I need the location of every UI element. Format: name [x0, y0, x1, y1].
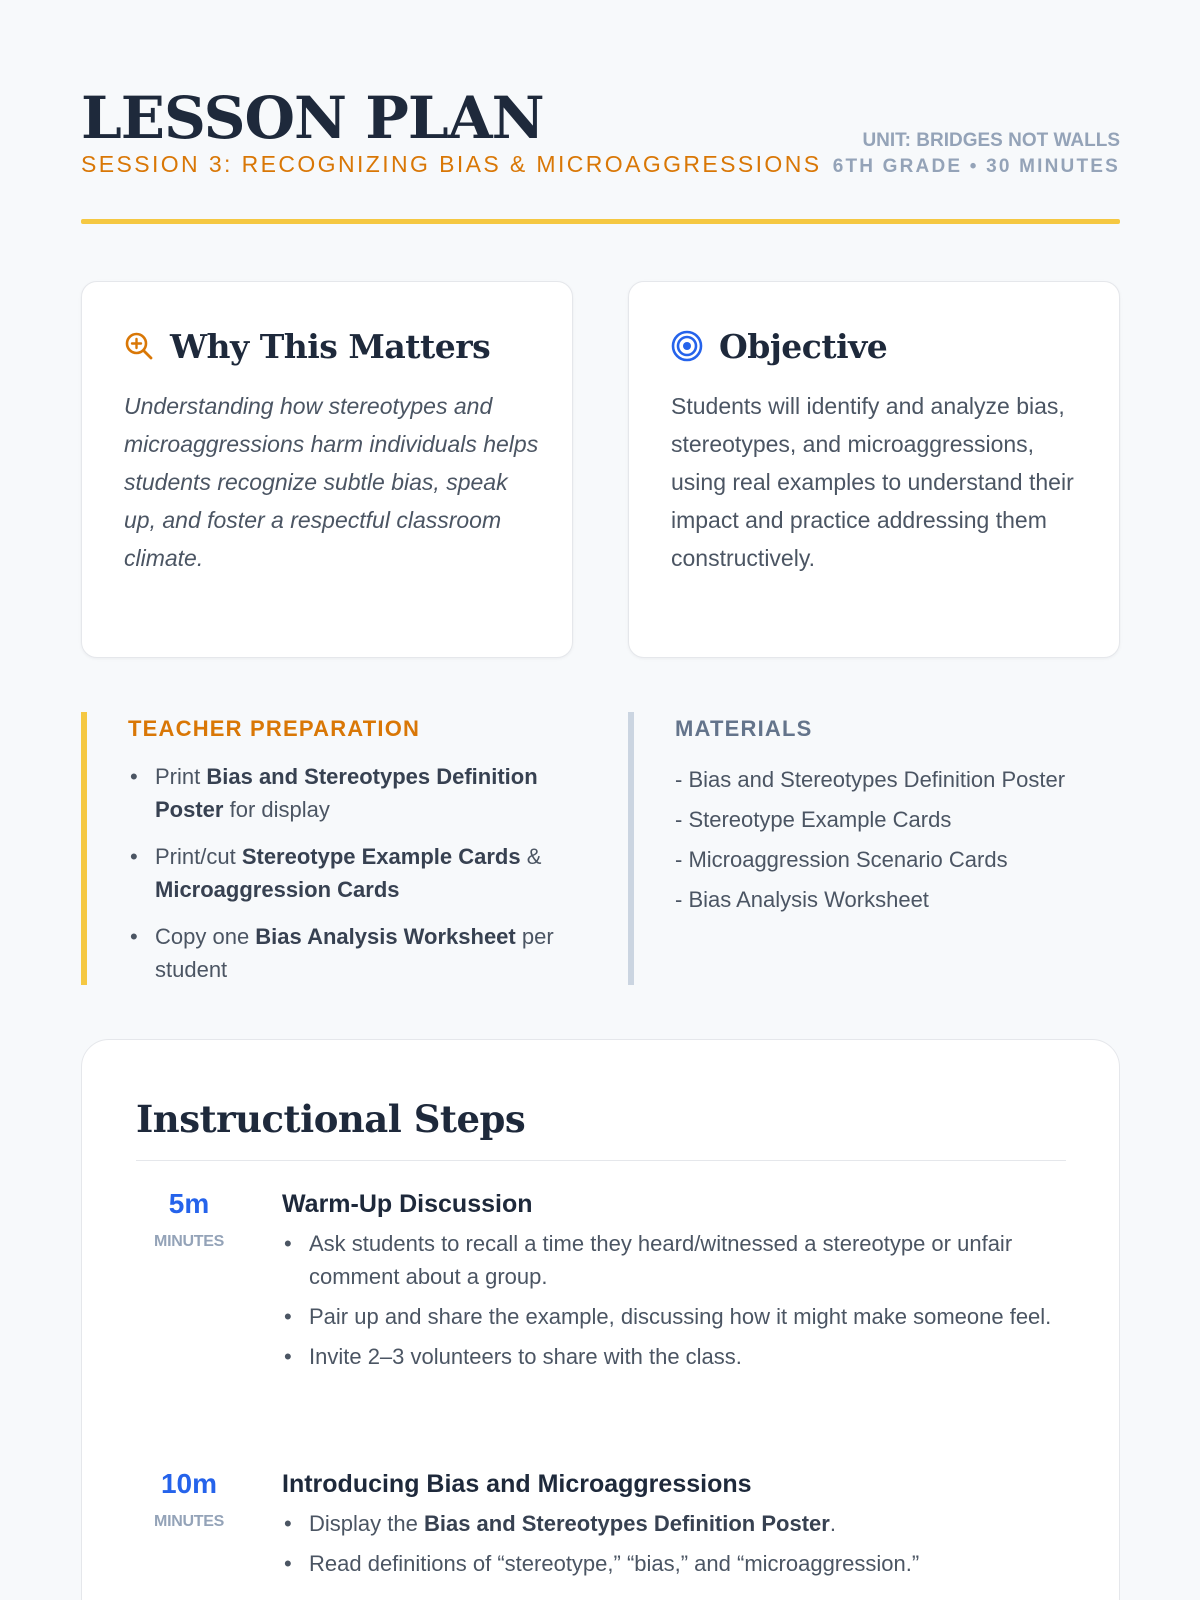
duration-unit: MINUTES	[154, 1233, 224, 1250]
objective-card-title: Objective	[719, 326, 888, 366]
session-subtitle: SESSION 3: RECOGNIZING BIAS & MICROAGGRESSIONS	[81, 151, 822, 177]
duration-value: 10m	[160, 1468, 218, 1499]
step-duration	[136, 1467, 242, 1531]
duration-unit: MINUTES	[154, 1513, 224, 1530]
step-duration	[136, 1187, 242, 1251]
list-item: • Print Bias and Stereotypes Definition Poster for display	[128, 760, 573, 826]
why-card-header	[124, 324, 490, 368]
list-item: • Print/cut Stereotype Example Cards & Microaggression Cards	[128, 840, 573, 906]
instructional-steps-title: Instructional Steps	[136, 1097, 526, 1141]
step-bullets	[282, 1507, 1066, 1580]
list-item: • Invite 2–3 volunteers to share with the class.	[282, 1340, 1066, 1373]
instructional-steps-card	[81, 1039, 1120, 1600]
list-item: • Pair up and share the example, discussing how it might make someone feel.	[282, 1300, 1066, 1333]
materials-section	[628, 712, 1120, 985]
objective-card-header	[671, 324, 887, 368]
list-item: - Bias and Stereotypes Definition Poster	[675, 767, 1066, 792]
list-item: - Bias Analysis Worksheet	[675, 887, 929, 912]
why-this-matters-card	[81, 281, 573, 658]
step-bullets	[282, 1227, 1066, 1373]
materials-label: MATERIALS	[675, 716, 813, 741]
objective-card	[628, 281, 1120, 658]
magnifier-icon	[124, 331, 154, 361]
list-item: • Read definitions of “stereotype,” “bias,” and “microaggression.”	[282, 1547, 1066, 1580]
page-title: LESSON PLAN	[81, 84, 544, 152]
target-icon	[671, 330, 703, 362]
teacher-preparation-list	[128, 760, 573, 986]
step-heading: Introducing Bias and Microaggressions	[282, 1470, 752, 1498]
steps-divider	[136, 1160, 1066, 1161]
teacher-preparation-label: TEACHER PREPARATION	[128, 716, 421, 741]
unit-meta	[833, 128, 1120, 180]
why-card-title: Why This Matters	[170, 326, 491, 366]
list-item: • Display the Bias and Stereotypes Definition Poster.	[282, 1507, 1066, 1540]
objective-card-body: Students will identify and analyze bias, stereotypes, and microaggressions, using real examples to understand their impact and practice addressing them constructively.	[671, 393, 1074, 571]
grade-time-label: 6TH GRADE • 30 MINUTES	[832, 156, 1120, 177]
list-item: - Stereotype Example Cards	[675, 807, 952, 832]
unit-label: UNIT: BRIDGES NOT WALLS	[862, 130, 1120, 151]
list-item: • Ask students to recall a time they heard/witnessed a stereotype or unfair comment about a group.	[282, 1227, 1066, 1293]
header-divider	[81, 219, 1120, 224]
list-item: - Microaggression Scenario Cards	[675, 847, 1008, 872]
why-card-body: Understanding how stereotypes and microaggressions harm individuals helps students recognize subtle bias, speak up, and foster a respectful classroom climate.	[124, 393, 539, 571]
page-header	[81, 86, 1120, 226]
step-body	[282, 1187, 1066, 1380]
list-item: • Copy one Bias Analysis Worksheet per student	[128, 920, 573, 986]
duration-value: 5m	[168, 1188, 210, 1219]
step-heading: Warm-Up Discussion	[282, 1190, 533, 1218]
teacher-preparation-section	[81, 712, 573, 985]
materials-list	[675, 760, 1120, 920]
step-body	[282, 1467, 1066, 1587]
